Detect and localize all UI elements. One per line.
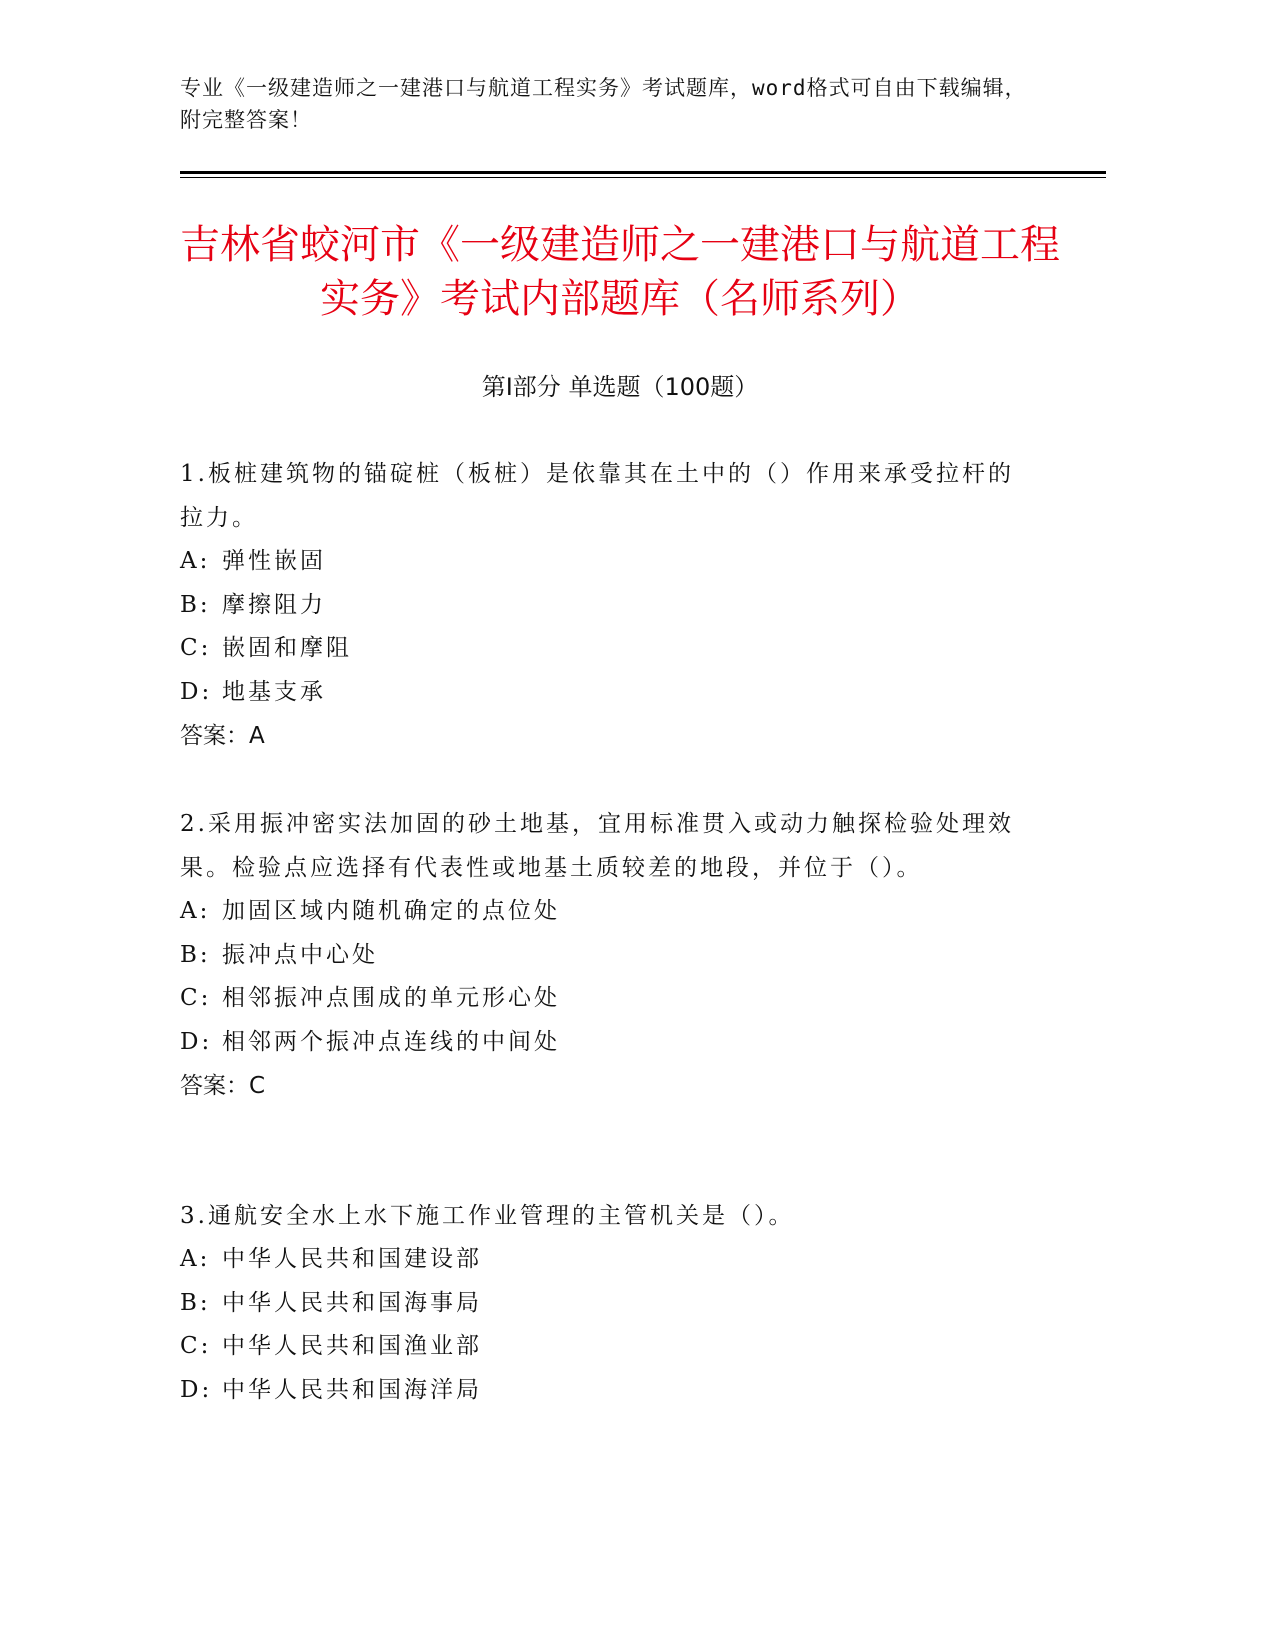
- header-divider-thick: [180, 171, 1106, 174]
- option-a: [180, 890, 1020, 934]
- answer: 答案：A: [180, 723, 265, 749]
- option-b: [180, 584, 1020, 628]
- option-text: 相邻振冲点围成的单元形心处: [222, 985, 560, 1011]
- option-text: 弹性嵌固: [222, 548, 326, 574]
- option-d: [180, 671, 1020, 715]
- option-text: 加固区域内随机确定的点位处: [222, 898, 560, 924]
- option-text: 中华人民共和国海事局: [222, 1289, 482, 1316]
- option-c: [180, 1325, 1020, 1369]
- option-text: 地基支承: [222, 678, 326, 705]
- option-a: [180, 540, 1020, 584]
- answer: 答案：C: [180, 1073, 266, 1099]
- question-stem: 1.板桩建筑物的锚碇桩（板桩）是依靠其在土中的（）作用来承受拉杆的拉力。: [180, 461, 1014, 531]
- option-c: [180, 977, 1020, 1021]
- option-text: 中华人民共和国渔业部: [222, 1333, 482, 1359]
- option-d: [180, 1021, 1020, 1065]
- option-letter: D:: [180, 1028, 213, 1055]
- option-a: [180, 1238, 1020, 1282]
- option-letter: C:: [180, 1333, 212, 1359]
- header-divider-thin: [180, 177, 1106, 178]
- question-1: [180, 452, 1020, 758]
- option-letter: C:: [180, 985, 212, 1011]
- option-letter: D:: [180, 1376, 213, 1403]
- option-letter: A:: [180, 548, 211, 574]
- option-text: 振冲点中心处: [222, 941, 378, 968]
- question-2: [180, 802, 1020, 1108]
- option-letter: B:: [180, 1289, 211, 1316]
- option-letter: B:: [180, 941, 211, 968]
- option-letter: A:: [180, 898, 211, 924]
- option-letter: B:: [180, 591, 211, 618]
- question-3: [180, 1194, 1020, 1412]
- header-note: 专业《一级建造师之一建港口与航道工程实务》考试题库，word格式可自由下载编辑，附完整答案！: [180, 76, 1027, 132]
- option-letter: A:: [180, 1246, 211, 1272]
- option-text: 中华人民共和国海洋局: [222, 1376, 482, 1403]
- option-text: 摩擦阻力: [222, 591, 326, 618]
- document-title: 吉林省蛟河市《一级建造师之一建港口与航道工程实务》考试内部题库（名师系列）: [180, 222, 1060, 322]
- option-text: 相邻两个振冲点连线的中间处: [222, 1028, 560, 1055]
- question-stem: 2.采用振冲密实法加固的砂土地基，宜用标准贯入或动力触探检验处理效果。检验点应选择有代表性或地基土质较差的地段，并位于（）。: [180, 811, 1014, 881]
- option-b: [180, 1282, 1020, 1326]
- option-c: [180, 627, 1020, 671]
- option-text: 中华人民共和国建设部: [222, 1246, 482, 1272]
- option-letter: D:: [180, 678, 213, 705]
- option-letter: C:: [180, 635, 212, 661]
- option-d: [180, 1369, 1020, 1413]
- question-stem: 3.通航安全水上水下施工作业管理的主管机关是（）。: [180, 1203, 795, 1229]
- option-text: 嵌固和摩阻: [222, 635, 352, 661]
- option-b: [180, 934, 1020, 978]
- section-title: 第Ⅰ部分 单选题（100题）: [481, 373, 759, 401]
